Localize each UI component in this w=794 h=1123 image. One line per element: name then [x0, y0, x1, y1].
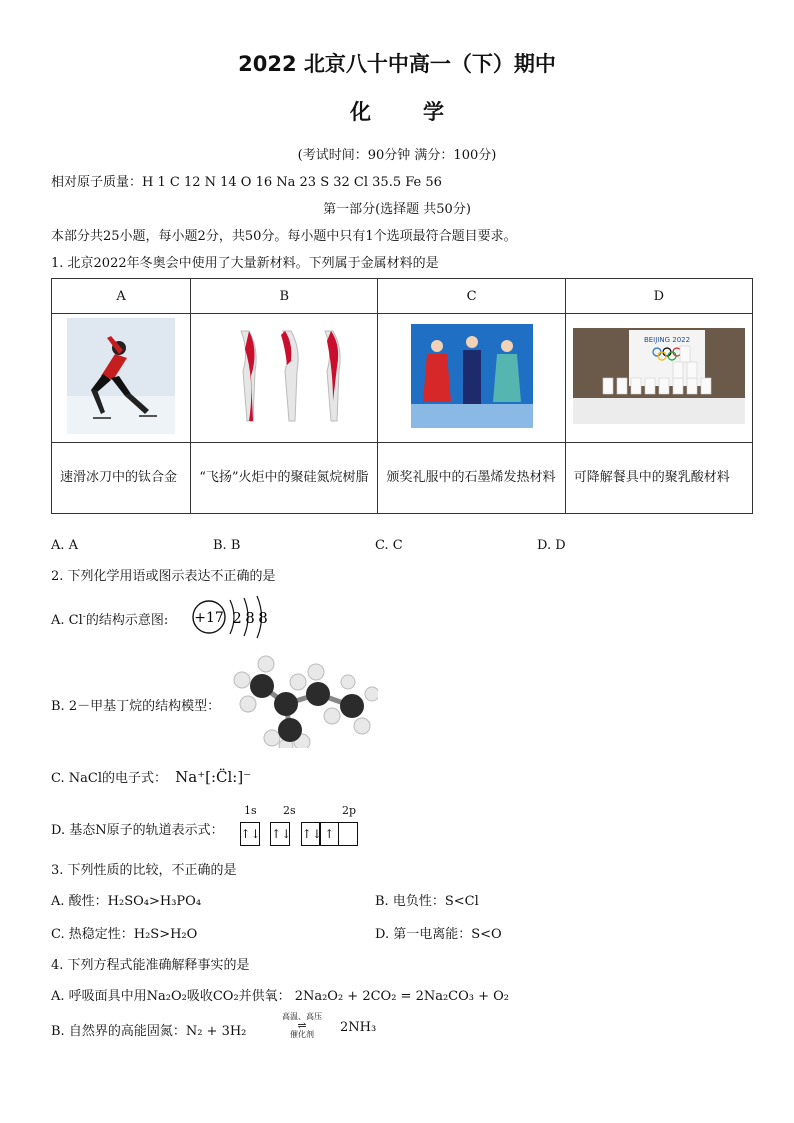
orbital-group-1s [241, 822, 260, 846]
q1-answer-a: A. A [51, 538, 79, 553]
nucleus-charge: +17 [194, 610, 224, 626]
q4-option-a: A. 呼吸面具中用Na₂O₂吸收CO₂并供氧： 2Na₂O₂ + 2CO₂ = 2Na₂CO₃ + O₂ [51, 989, 510, 1004]
q4-stem: 4. 下列方程式能准确解释事实的是 [51, 958, 250, 973]
q1-stem: 1. 北京2022年冬奥会中使用了大量新材料。下列属于金属材料的是 [51, 256, 439, 271]
q1-image-d [565, 314, 752, 443]
q1-options-table [51, 278, 753, 514]
q2-stem: 2. 下列化学用语或图示表达不正确的是 [51, 569, 276, 584]
reversible-arrow: ⇌ [297, 1019, 307, 1032]
orbital-diagram [241, 822, 366, 846]
q2-option-a: A. Cl-的结构示意图: [51, 612, 169, 628]
cl-ion-structure-diagram [190, 592, 280, 642]
part-title: 第一部分(选择题 共50分) [323, 202, 471, 217]
q3-option-b: B. 电负性：S<Cl [375, 894, 479, 909]
q1-caption-a: 速滑冰刀中的钛合金 [52, 443, 191, 514]
page-title: 2022 北京八十中高一（下）期中 [238, 52, 556, 76]
subject-title: 化学 [350, 100, 496, 124]
condition-top: 高温、高压 [282, 1012, 322, 1021]
shell-2-electrons: 8 [245, 609, 255, 627]
orbital-box: ↑↓ [270, 822, 290, 846]
q2-option-d: D. 基态N原子的轨道表示式： [51, 823, 224, 838]
orbital-box: ↑ [319, 822, 339, 846]
orbital-box [338, 822, 358, 846]
q4-b-product: 2NH₃ [340, 1020, 377, 1035]
q1-header-d: D [565, 279, 752, 314]
instructions: 本部分共25小题，每小题2分，共50分。每小题中只有1个选项最符合题目要求。 [51, 229, 517, 244]
orbital-label-2s: 2s [283, 804, 296, 817]
orbital-label-2p: 2p [342, 804, 357, 817]
exam-info: (考试时间：90分钟 满分：100分) [297, 148, 497, 163]
orbital-box: ↑↓ [240, 822, 260, 846]
q1-header-a: A [52, 279, 191, 314]
q3-stem: 3. 下列性质的比较，不正确的是 [51, 863, 237, 878]
q1-caption-b: “飞扬”火炬中的聚硅氮烷树脂 [191, 443, 378, 514]
q3-option-c: C. 热稳定性：H₂S>H₂O [51, 927, 198, 942]
orbital-group-2s [272, 822, 291, 846]
q2-option-c: C. NaCl的电子式： Na⁺[:C̈l:]⁻ [51, 768, 252, 786]
q1-header-c: C [378, 279, 565, 314]
q1-answer-b: B. B [213, 538, 241, 553]
q1-image-a [52, 314, 191, 443]
q4-option-b: B. 自然界的高能固氮：N₂ + 3H₂ [51, 1024, 247, 1039]
q3-option-d: D. 第一电离能：S<O [375, 927, 502, 942]
speed-skater-image [67, 318, 175, 434]
ceremony-image [411, 324, 533, 428]
orbital-box: ↑↓ [301, 822, 321, 846]
q1-caption-d: 可降解餐具中的聚乳酸材料 [565, 443, 752, 514]
atomic-masses: 相对原子质量：H 1 C 12 N 14 O 16 Na 23 S 32 Cl 35.5 Fe 56 [51, 175, 442, 190]
q1-image-c [378, 314, 565, 443]
shell-3-electrons: 8 [258, 609, 268, 627]
q1-answer-c: C. C [375, 538, 403, 553]
orbital-group-2p [302, 822, 358, 846]
q1-answer-d: D. D [537, 538, 566, 553]
q1-image-b [191, 314, 378, 443]
q3-option-a: A. 酸性：H₂SO₄>H₃PO₄ [51, 894, 202, 909]
shell-1-electrons: 2 [232, 609, 242, 627]
q1-header-b: B [191, 279, 378, 314]
q2-option-b: B. 2－甲基丁烷的结构模型： [51, 699, 221, 714]
methylbutane-ball-model [228, 652, 378, 748]
beijing-2022-text: BEIJING 2022 [643, 336, 690, 344]
tableware-image [573, 328, 745, 424]
reaction-conditions [266, 1012, 338, 1041]
torch-image [219, 321, 349, 431]
condition-bottom: 催化剂 [290, 1030, 314, 1039]
q1-caption-c: 颁奖礼服中的石墨烯发热材料 [378, 443, 565, 514]
nacl-electron-formula: Na⁺[:C̈l:]⁻ [175, 768, 252, 786]
orbital-label-1s: 1s [244, 804, 257, 817]
